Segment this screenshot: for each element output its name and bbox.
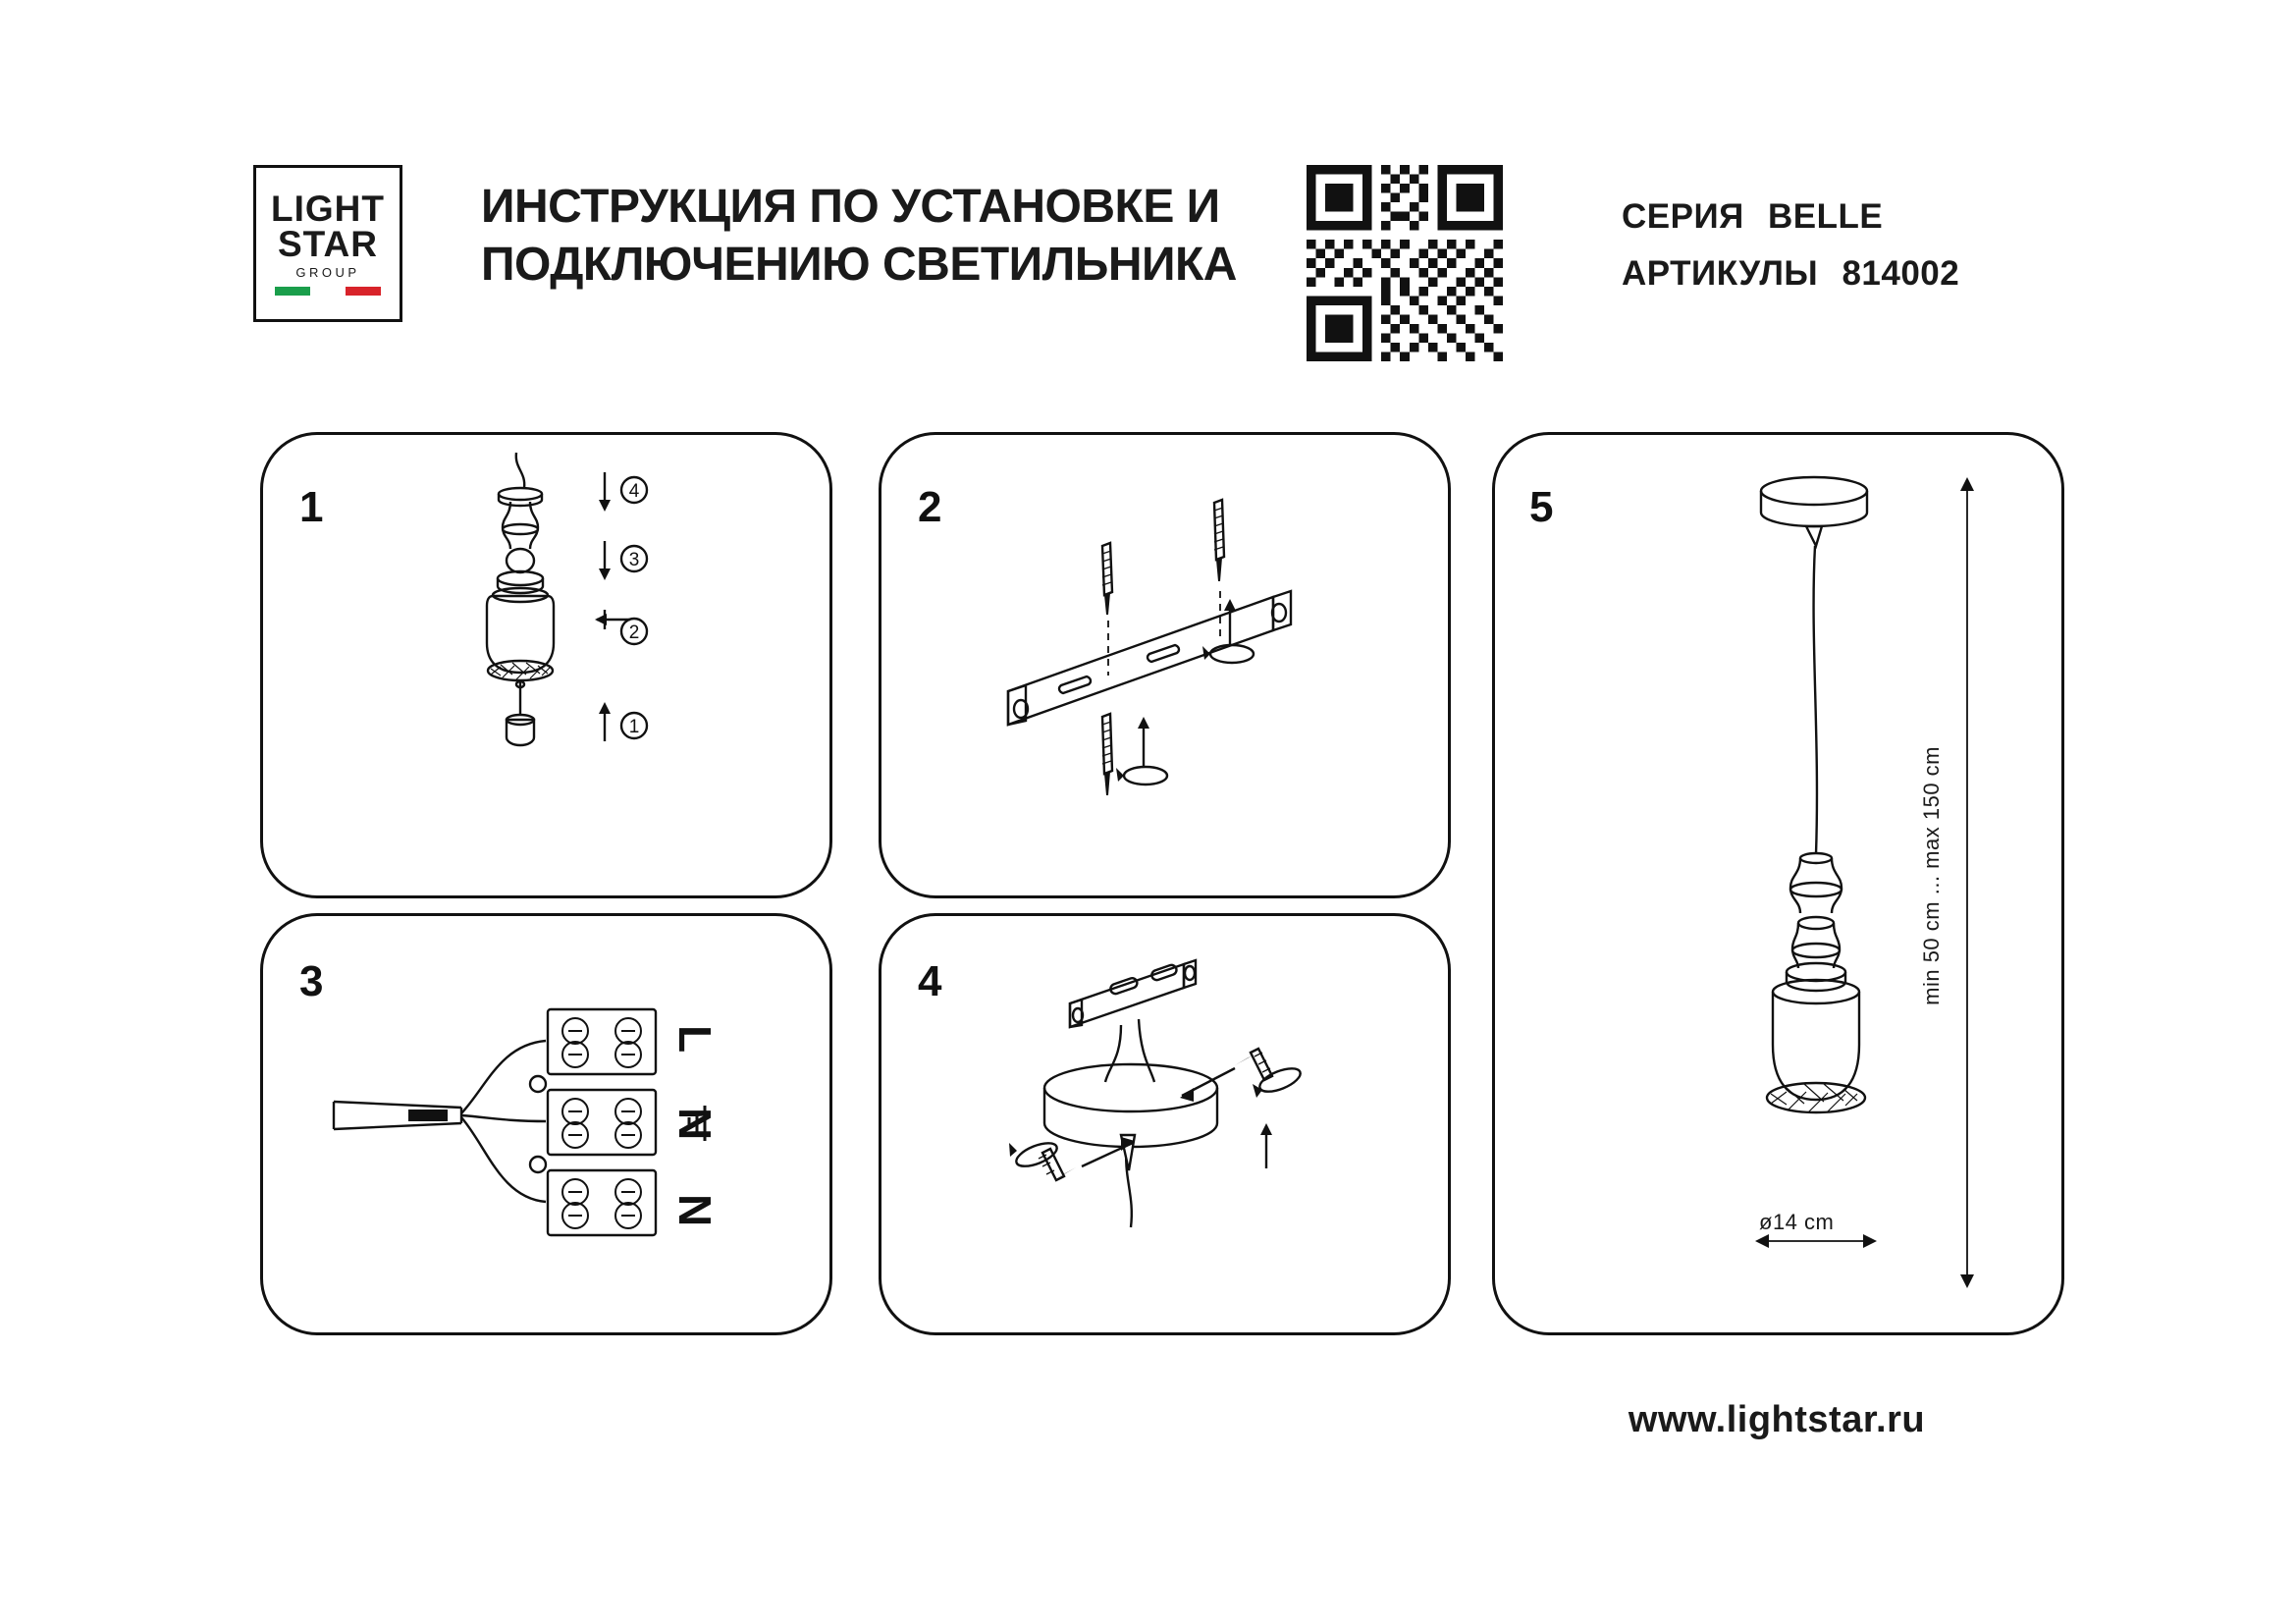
step-3-diagram: [314, 992, 756, 1257]
step-2-number: 2: [918, 483, 942, 531]
step-4-diagram: [972, 943, 1394, 1306]
series-label: СЕРИЯ: [1622, 197, 1744, 236]
qr-code: [1307, 165, 1503, 361]
step-2-diagram: [987, 481, 1399, 835]
logo-line-2: STAR: [278, 224, 378, 264]
step-5-number: 5: [1529, 483, 1554, 531]
svg-text:3: 3: [628, 550, 640, 570]
svg-text:L: L: [669, 1025, 721, 1054]
svg-text:2: 2: [628, 623, 640, 643]
product-info: [1622, 189, 2054, 302]
series-row: [1622, 189, 2054, 245]
articles-value: 814002: [1842, 253, 1960, 293]
svg-text:4: 4: [628, 481, 640, 502]
logo-line-1: LIGHT: [271, 188, 385, 229]
italian-flag-icon: [275, 287, 381, 296]
brand-logo: [253, 165, 402, 322]
logo-line-3: GROUP: [295, 265, 360, 281]
step-3-number: 3: [299, 957, 324, 1005]
svg-text:N: N: [669, 1194, 721, 1227]
website-footer: www.lightstar.ru: [1628, 1399, 1926, 1440]
step-4-number: 4: [918, 957, 942, 1005]
header: [253, 165, 2050, 342]
articles-label: АРТИКУЛЫ: [1622, 253, 1819, 293]
svg-text:1: 1: [628, 717, 640, 737]
page-title: ИНСТРУКЦИЯ ПО УСТАНОВКЕ И ПОДКЛЮЧЕНИЮ СВЕТИЛЬНИКА: [481, 181, 1237, 291]
step-1-number: 1: [299, 483, 324, 531]
diameter-dimension-label: ø14 cm: [1759, 1210, 1835, 1234]
articles-row: [1622, 245, 2054, 302]
svg-text:N: N: [669, 1108, 721, 1141]
step-1-diagram: [432, 447, 825, 879]
series-value: BELLE: [1768, 197, 1884, 236]
height-dimension-label: min 50 cm ... max 150 cm: [1919, 746, 1944, 1005]
step-5-diagram: [1669, 461, 2061, 1306]
